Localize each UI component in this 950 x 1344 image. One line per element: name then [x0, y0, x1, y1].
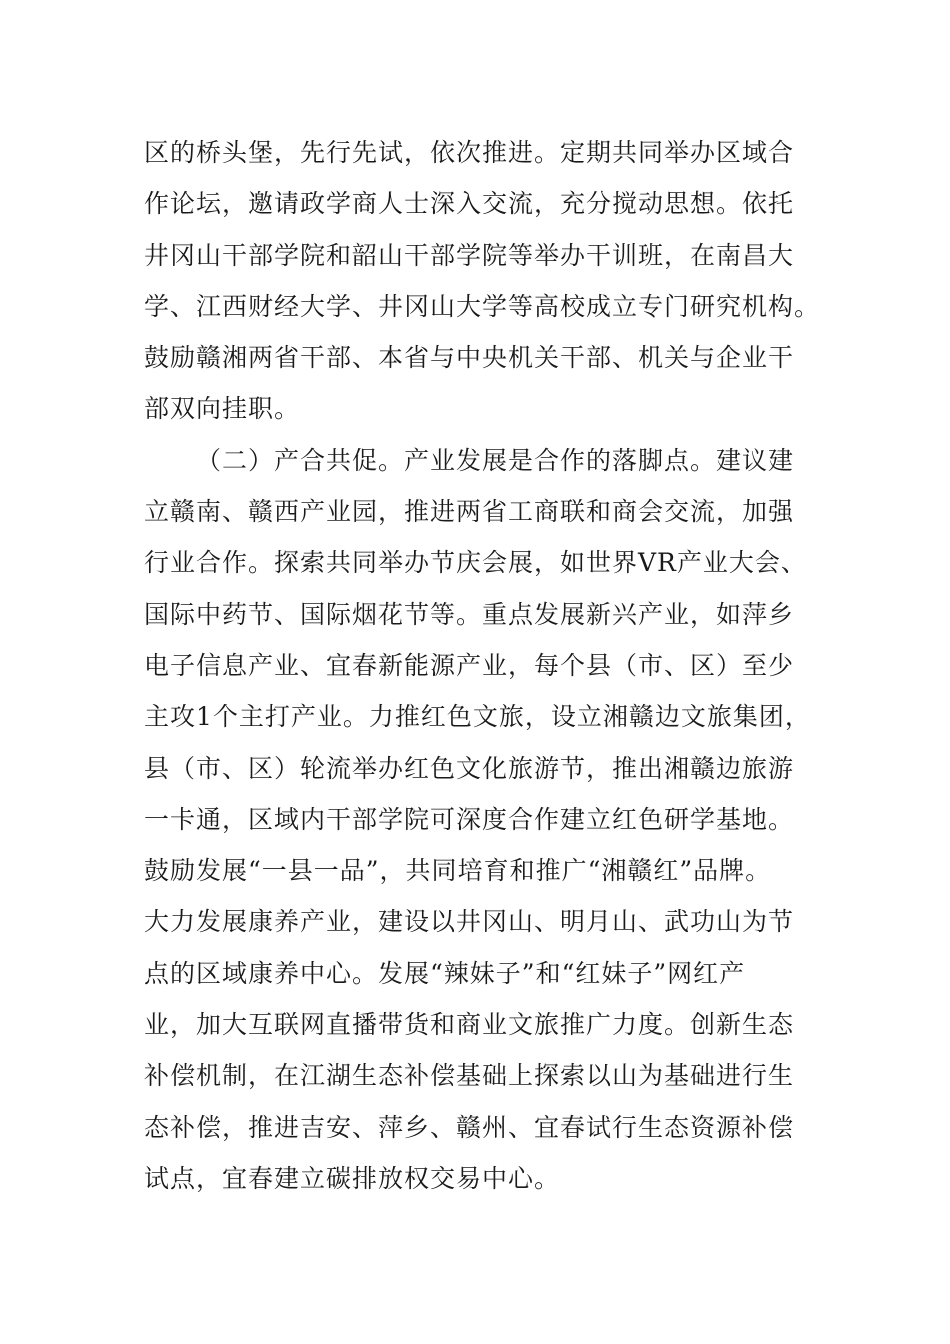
text-line: 主攻1个主打产业。力推红色文旅，设立湘赣边文旅集团，	[144, 702, 811, 732]
text-line: 井冈山干部学院和韶山干部学院等举办干训班，在南昌大	[144, 240, 795, 270]
text-line: 业，加大互联网直播带货和商业文旅推广力度。创新生态	[144, 1010, 795, 1040]
text-line: 鼓励赣湘两省干部、本省与中央机关干部、机关与企业干	[144, 343, 795, 373]
body-text	[144, 127, 821, 1204]
text-line: 鼓励发展“一县一品”，共同培育和推广“湘赣红”品牌。	[144, 856, 772, 886]
text-line: 学、江西财经大学、井冈山大学等高校成立专门研究机构。	[144, 291, 821, 321]
text-line: 部双向挂职。	[144, 394, 301, 424]
text-line: 电子信息产业、宜春新能源产业，每个县（市、区）至少	[144, 650, 795, 680]
text-line: 态补偿，推进吉安、萍乡、赣州、宜春试行生态资源补偿	[144, 1112, 795, 1142]
text-line: 县（市、区）轮流举办红色文化旅游节，推出湘赣边旅游	[144, 753, 795, 783]
text-line: 点的区域康养中心。发展“辣妹子”和“红妹子”网红产	[144, 958, 746, 988]
text-line: 区的桥头堡，先行先试，依次推进。定期共同举办区域合	[144, 138, 795, 167]
paragraph-continued	[144, 127, 821, 435]
text-line: 试点，宜春建立碳排放权交易中心。	[144, 1163, 561, 1193]
text-line: 国际中药节、国际烟花节等。重点发展新兴产业，如萍乡	[144, 599, 795, 629]
text-line: 行业合作。探索共同举办节庆会展，如世界VR产业大会、	[144, 548, 807, 578]
text-line: 一卡通，区域内干部学院可深度合作建立红色研学基地。	[144, 804, 795, 834]
text-line: 立赣南、赣西产业园，推进两省工商联和商会交流，加强	[144, 497, 795, 527]
paragraph-industry-cooperation	[144, 435, 811, 1204]
text-line: 大力发展康养产业，建设以井冈山、明月山、武功山为节	[144, 907, 795, 937]
paragraph-first-line: （二）产合共促。产业发展是合作的落脚点。建议建	[196, 445, 795, 475]
text-line: 补偿机制，在江湖生态补偿基础上探索以山为基础进行生	[144, 1061, 795, 1091]
text-line: 作论坛，邀请政学商人士深入交流，充分搅动思想。依托	[144, 189, 795, 219]
